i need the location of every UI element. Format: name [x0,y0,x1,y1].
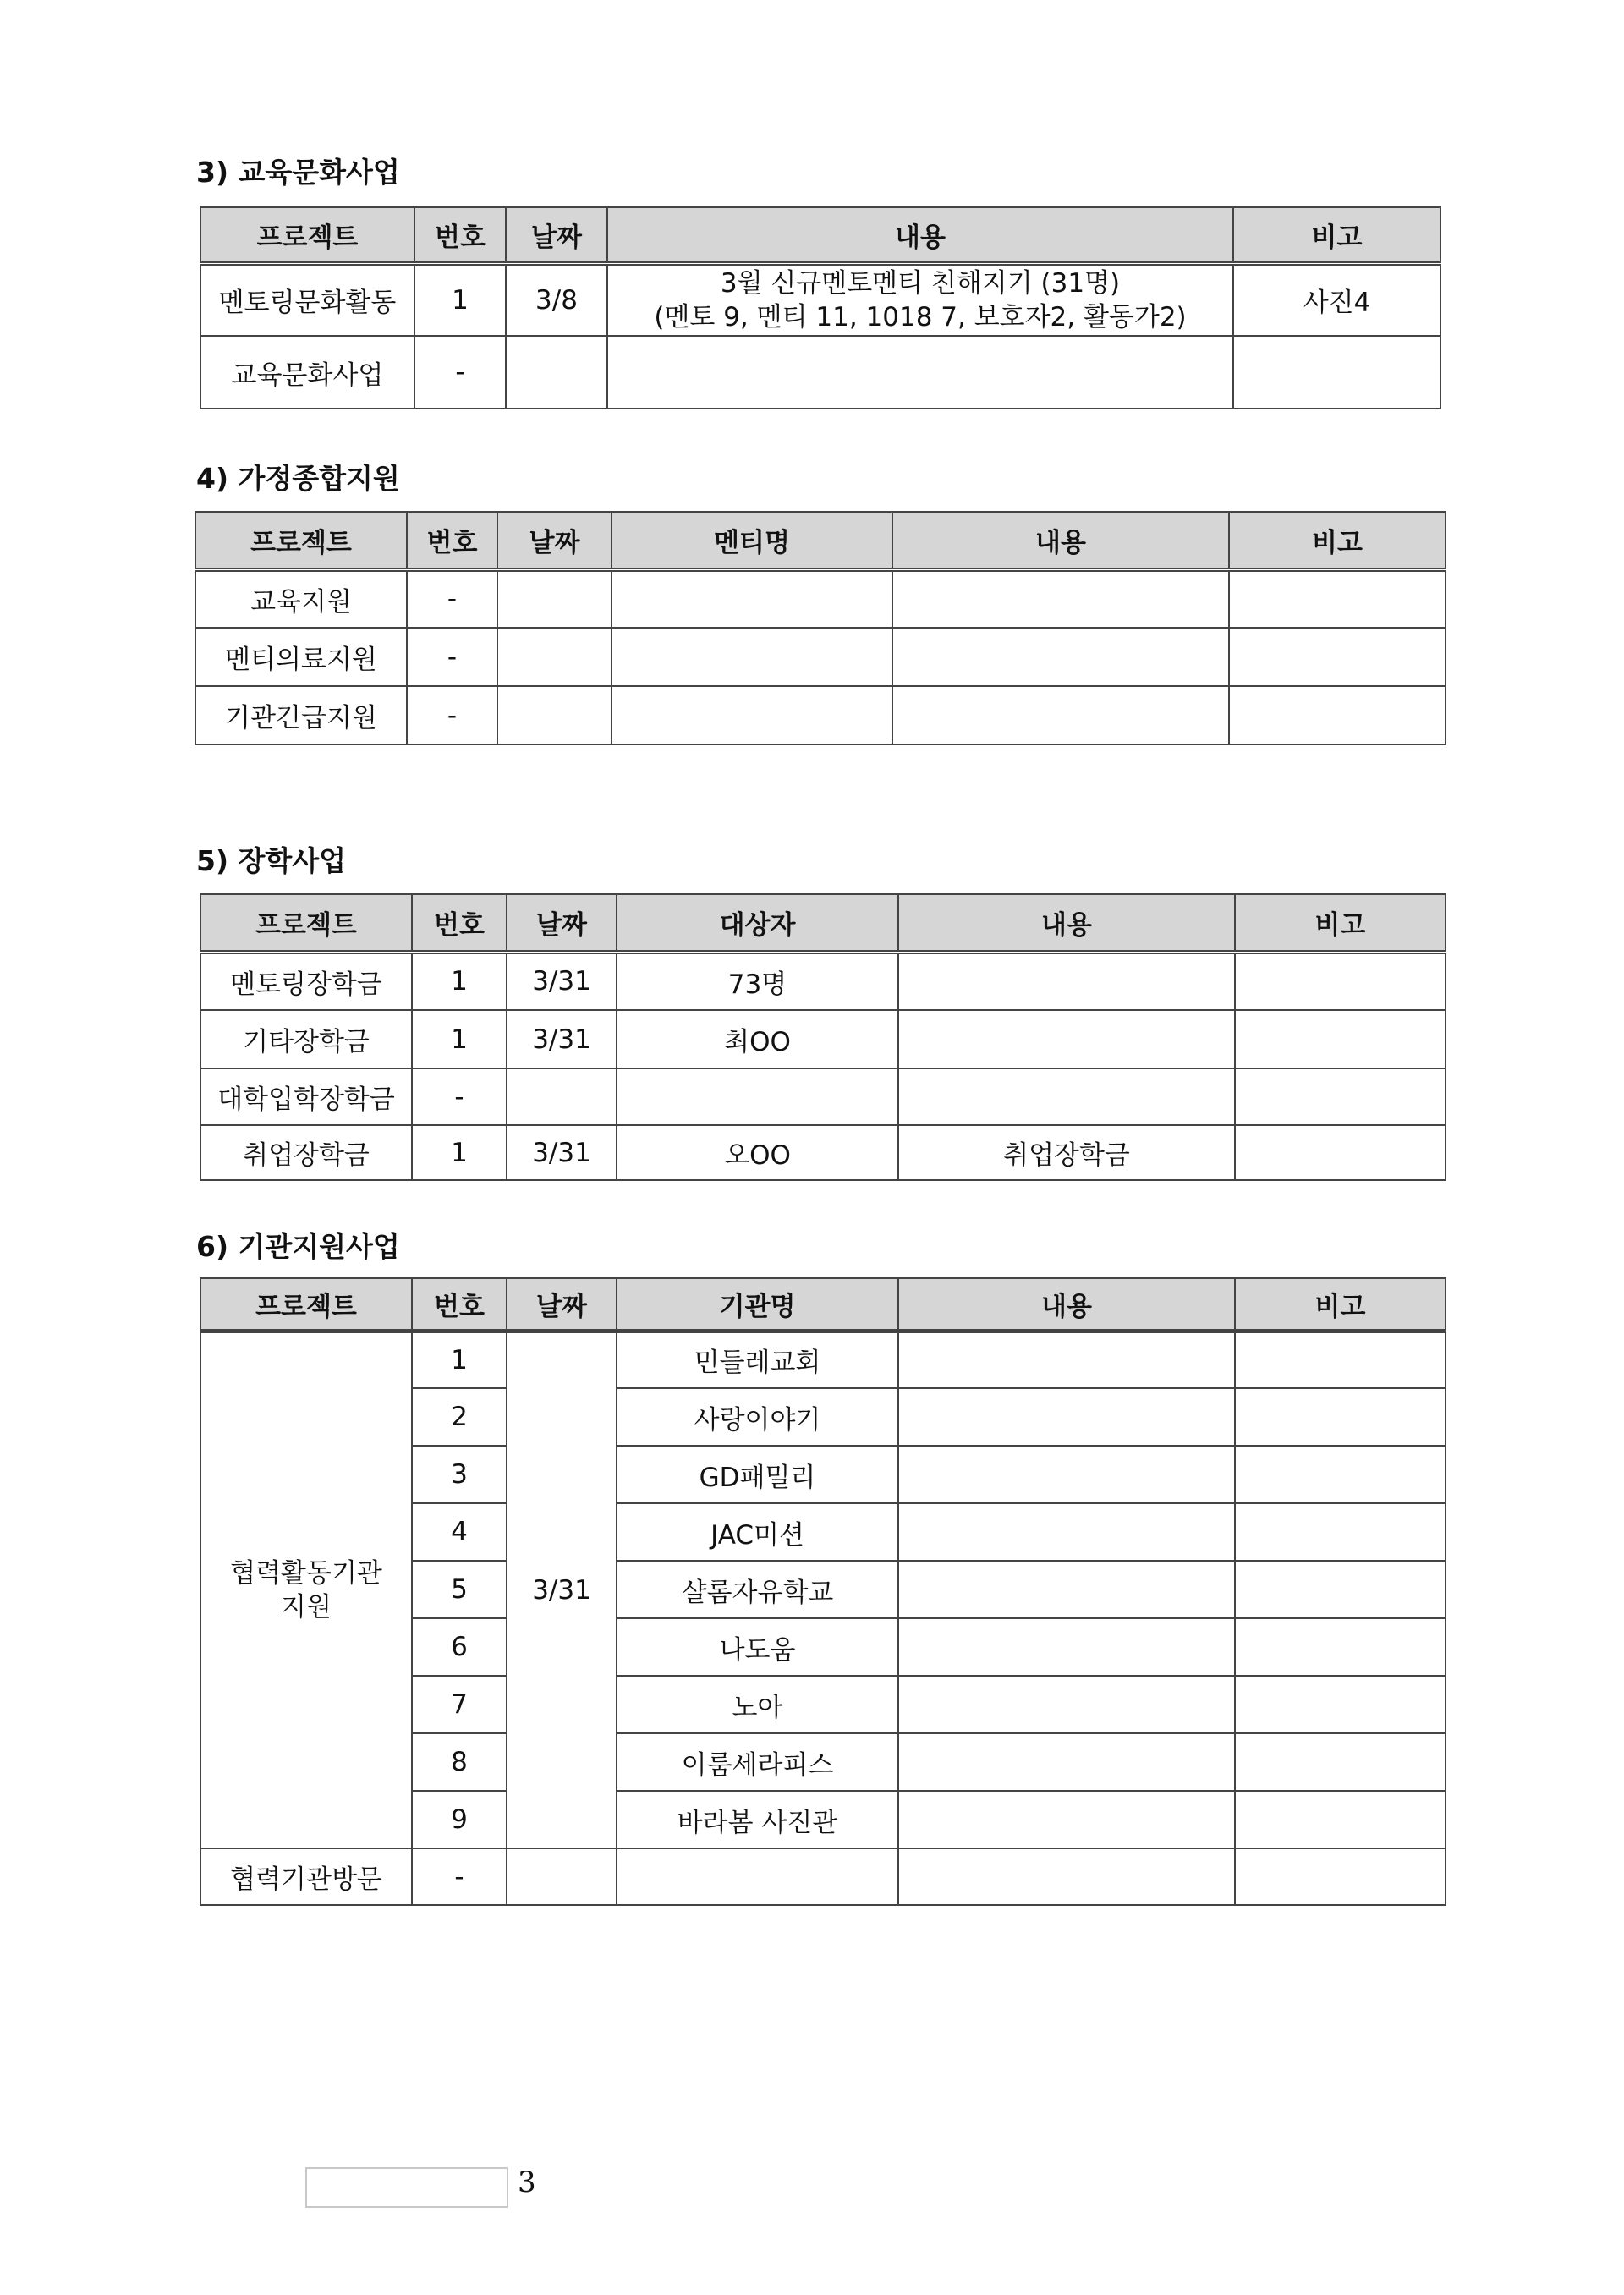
note-cell [1235,1676,1446,1733]
mentee-cell [612,628,892,686]
content-cell [898,1331,1235,1388]
content-cell [898,1618,1235,1676]
header-content: 내용 [607,207,1233,263]
date-cell [507,1068,617,1125]
date-cell: 3/31 [507,1125,617,1180]
header-number: 번호 [407,512,497,569]
institution-cell: 바라봄 사진관 [617,1791,898,1848]
project-cell: 멘티의료지원 [195,628,407,686]
header-project: 프로젝트 [200,1278,412,1331]
header-content: 내용 [892,512,1229,569]
header-mentee: 멘티명 [612,512,892,569]
number-cell: - [407,569,497,628]
project-cell: 교육문화사업 [200,336,414,409]
table-row [195,686,1446,744]
table-row [200,1068,1446,1125]
institution-cell: 나도움 [617,1618,898,1676]
content-cell [898,1446,1235,1503]
header-project: 프로젝트 [200,207,414,263]
note-cell [1235,1010,1446,1068]
header-number: 번호 [412,1278,507,1331]
mentee-cell [612,686,892,744]
content-cell [892,686,1229,744]
number-cell: 7 [412,1676,507,1733]
note-cell [1235,1388,1446,1446]
note-cell [1235,1068,1446,1125]
content-cell [898,1791,1235,1848]
recipient-cell: 오OO [617,1125,898,1180]
note-cell [1235,1446,1446,1503]
project-cell: 기관긴급지원 [195,686,407,744]
header-content: 내용 [898,894,1235,952]
project-cell: 기타장학금 [200,1010,412,1068]
header-date: 날짜 [506,207,607,263]
project-cell: 멘토링문화활동 [200,263,414,336]
page-number-box [305,2167,508,2208]
table-row [200,336,1440,409]
note-cell [1233,336,1440,409]
note-cell [1229,569,1446,628]
education-culture-table [200,206,1441,409]
note-cell [1235,1125,1446,1180]
project-cell: 멘토링장학금 [200,952,412,1010]
note-cell [1235,1503,1446,1561]
header-date: 날짜 [497,512,612,569]
number-cell: 1 [412,1125,507,1180]
section-title-institution-support: 6) 기관지원사업 [196,1230,400,1263]
table-row [200,1125,1446,1180]
content-cell [892,569,1229,628]
number-cell: 1 [412,1010,507,1068]
institution-cell [617,1848,898,1905]
date-cell: 3/31 [507,1331,617,1848]
header-content: 내용 [898,1278,1235,1331]
number-cell: 9 [412,1791,507,1848]
content-cell [607,263,1233,336]
header-number: 번호 [414,207,506,263]
number-cell: - [412,1068,507,1125]
institution-cell: 사랑이야기 [617,1388,898,1446]
date-cell [506,336,607,409]
note-cell [1229,628,1446,686]
section-title-education-culture: 3) 교육문화사업 [196,156,400,189]
header-recipient: 대상자 [617,894,898,952]
number-cell: 4 [412,1503,507,1561]
table-row [200,1331,1446,1388]
note-cell [1235,1331,1446,1388]
date-cell: 3/31 [507,1010,617,1068]
note-cell [1235,952,1446,1010]
table-row [200,1010,1446,1068]
number-cell: 1 [414,263,506,336]
number-cell: - [414,336,506,409]
header-date: 날짜 [507,894,617,952]
header-note: 비고 [1235,1278,1446,1331]
project-cell [200,1331,412,1848]
table-row [200,1848,1446,1905]
institution-cell: 샬롬자유학교 [617,1561,898,1618]
project-cell: 대학입학장학금 [200,1068,412,1125]
number-cell: 1 [412,952,507,1010]
date-cell [507,1848,617,1905]
content-cell [898,1676,1235,1733]
header-note: 비고 [1229,512,1446,569]
project-cell: 협력기관방문 [200,1848,412,1905]
content-line: (멘토 9, 멘티 11, 1018 7, 보호자2, 활동가2) [654,301,1187,332]
section-title-family-support: 4) 가정종합지원 [196,462,400,495]
institution-cell: GD패밀리 [617,1446,898,1503]
note-cell [1235,1848,1446,1905]
institution-cell: 민들레교회 [617,1331,898,1388]
number-cell: - [407,628,497,686]
content-cell [898,952,1235,1010]
date-cell [497,628,612,686]
note-cell [1235,1733,1446,1791]
number-cell: 2 [412,1388,507,1446]
header-date: 날짜 [507,1278,617,1331]
project-cell: 취업장학금 [200,1125,412,1180]
header-number: 번호 [412,894,507,952]
note-cell [1229,686,1446,744]
date-cell [497,686,612,744]
content-line: 3월 신규멘토멘티 친해지기 (31명) [720,267,1121,299]
recipient-cell [617,1068,898,1125]
header-note: 비고 [1233,207,1440,263]
content-cell [607,336,1233,409]
section-title-scholarship: 5) 장학사업 [196,844,347,877]
note-cell [1235,1618,1446,1676]
header-note: 비고 [1235,894,1446,952]
table-row [195,569,1446,628]
date-cell: 3/8 [506,263,607,336]
table-row [200,263,1440,336]
date-cell: 3/31 [507,952,617,1010]
note-cell: 사진4 [1233,263,1440,336]
page-number: 3 [518,2166,536,2199]
number-cell: - [412,1848,507,1905]
content-cell [898,1068,1235,1125]
project-cell: 교육지원 [195,569,407,628]
content-cell [898,1848,1235,1905]
institution-support-table [200,1277,1446,1906]
family-support-table [195,511,1446,745]
content-cell [898,1388,1235,1446]
number-cell: 5 [412,1561,507,1618]
project-line: 협력활동기관 [230,1557,382,1589]
content-cell [898,1733,1235,1791]
institution-cell: 노아 [617,1676,898,1733]
institution-cell: 이룸세라피스 [617,1733,898,1791]
recipient-cell: 최OO [617,1010,898,1068]
number-cell: 8 [412,1733,507,1791]
content-cell [892,628,1229,686]
header-project: 프로젝트 [200,894,412,952]
number-cell: 1 [412,1331,507,1388]
content-cell [898,1561,1235,1618]
note-cell [1235,1791,1446,1848]
header-project: 프로젝트 [195,512,407,569]
institution-cell: JAC미션 [617,1503,898,1561]
content-cell: 취업장학금 [898,1125,1235,1180]
table-row [200,952,1446,1010]
recipient-cell: 73명 [617,952,898,1010]
date-cell [497,569,612,628]
table-row [195,628,1446,686]
header-institution: 기관명 [617,1278,898,1331]
content-cell [898,1503,1235,1561]
scholarship-table [200,893,1446,1181]
note-cell [1235,1561,1446,1618]
mentee-cell [612,569,892,628]
content-cell [898,1010,1235,1068]
number-cell: - [407,686,497,744]
project-line: 지원 [281,1591,332,1622]
number-cell: 6 [412,1618,507,1676]
number-cell: 3 [412,1446,507,1503]
